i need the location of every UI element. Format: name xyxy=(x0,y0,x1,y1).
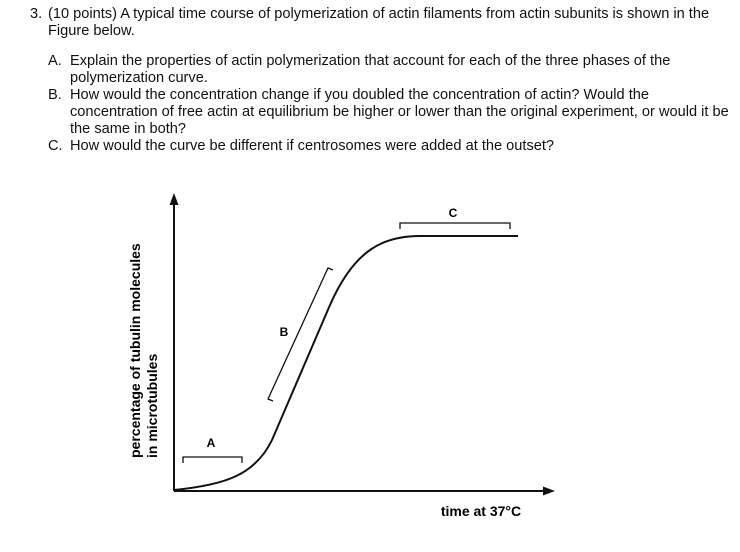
part-letter: A. xyxy=(48,53,62,69)
question-number: 3. xyxy=(30,6,43,22)
y-axis-label-line1: percentage of tubulin molecules xyxy=(127,243,143,458)
x-axis-label: time at 37°C xyxy=(440,503,522,519)
x-axis-arrowhead xyxy=(543,487,555,496)
part-letter: B. xyxy=(48,87,62,103)
part-letter: C. xyxy=(48,138,63,154)
polymerization-curve xyxy=(174,236,518,490)
part-text: Explain the properties of actin polymerization that account for each of the three phases of the polymerization curve. xyxy=(70,53,671,86)
part-text: How would the concentration change if you doubled the concentration of actin? Would the concentration of free actin at equilibrium be higher or lower than the original experiment, or would it be the same in both? xyxy=(70,87,729,137)
phase-c-bracket xyxy=(400,223,510,229)
phase-a-label: A xyxy=(206,436,216,450)
phase-b-bracket xyxy=(268,268,333,401)
part-text: How would the curve be different if centrosomes were added at the outset? xyxy=(70,138,555,154)
y-axis-arrowhead xyxy=(170,193,179,205)
y-axis-label-line2: in microtubules xyxy=(144,353,160,458)
phase-a-bracket xyxy=(183,457,242,463)
question-text: (10 points) A typical time course of polymerization of actin filaments from actin subunits is shown in the Figure below. xyxy=(48,6,710,39)
phase-c-label: C xyxy=(448,206,458,220)
phase-b-label: B xyxy=(279,325,289,339)
